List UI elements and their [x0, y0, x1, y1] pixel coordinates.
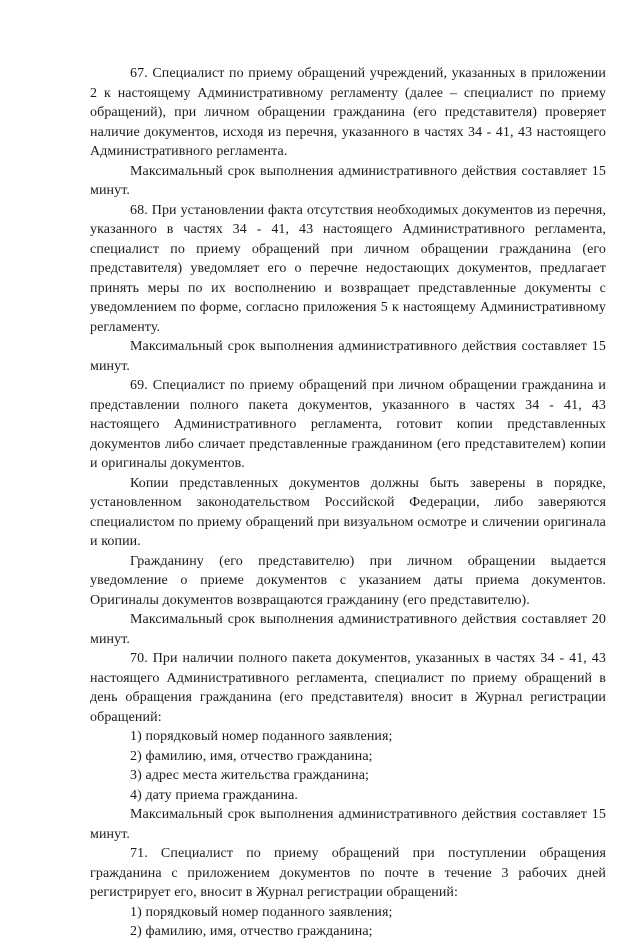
paragraph-69-time-limit: Максимальный срок выполнения административного действия составляет 20 минут. — [90, 612, 606, 647]
paragraph-68: 68. При установлении факта отсутствия необходимых документов из перечня, указанного в частях 34 - 41, 43 настоящего Административного регламента, специалист по приему обращений при личном обращении гражданина (его представителя) уведомляет его о перечне недостающих документов, предлагает принять меры по их восполнению и возвращает представленные документы с уведомлением по форме, согласно приложения 5 к настоящему Административному регламенту. — [90, 202, 606, 335]
paragraph-67: 67. Специалист по приему обращений учреждений, указанных в приложении 2 к настоящему Административному регламенту (далее – специалист по приему обращений), при личном обращении гражданина (его представителя) проверяет наличие документов, исходя из перечня, указанного в частях 34 - 41, 43 настоящего Административного регламента. — [90, 66, 606, 159]
paragraph-70-time-limit: Максимальный срок выполнения административного действия составляет 15 минут. — [90, 807, 606, 842]
list-item: 1) порядковый номер поданного заявления; — [130, 729, 393, 744]
paragraph-71: 71. Специалист по приему обращений при поступлении обращения гражданина с приложением документов по почте в течение 3 рабочих дней регистрирует его, вносит в Журнал регистрации обращений: — [90, 846, 606, 900]
paragraph-69-copies: Копии представленных документов должны быть заверены в порядке, установленном законодательством Российской Федерации, либо заверяются специалистом по приему обращений при визуальном осмотре и сличении оригинала и копии. — [90, 475, 606, 549]
paragraph-70: 70. При наличии полного пакета документов, указанных в частях 34 - 41, 43 настоящего Административного регламента, специалист по приему обращений в день обращения гражданина (его представителя) вносит в Журнал регистрации обращений: — [90, 651, 606, 725]
paragraph-69-notice: Гражданину (его представителю) при личном обращении выдается уведомление о приеме документов с указанием даты приема документов. Оригиналы документов возвращаются гражданину (его представителю). — [90, 553, 606, 608]
list-item: 1) порядковый номер поданного заявления; — [130, 904, 393, 920]
paragraph-68-time-limit: Максимальный срок выполнения административного действия составляет 15 минут. — [90, 339, 606, 374]
list-item: 3) адрес места жительства гражданина; — [130, 768, 369, 783]
list-item: 2) фамилию, имя, отчество гражданина; — [130, 924, 373, 939]
paragraph-69: 69. Специалист по приему обращений при личном обращении гражданина и представлении полного пакета документов, указанного в частях 34 - 41, 43 настоящего Административного регламента, готовит копии представленных документов либо сличает представленные гражданином (его представителем) копии и оригиналы документов. — [90, 378, 606, 471]
list-item: 2) фамилию, имя, отчество гражданина; — [130, 748, 373, 764]
list-item: 4) дату приема гражданина. — [130, 787, 299, 803]
paragraph-67-time-limit: Максимальный срок выполнения административного действия составляет 15 минут. — [90, 163, 606, 198]
document-page — [90, 64, 606, 942]
